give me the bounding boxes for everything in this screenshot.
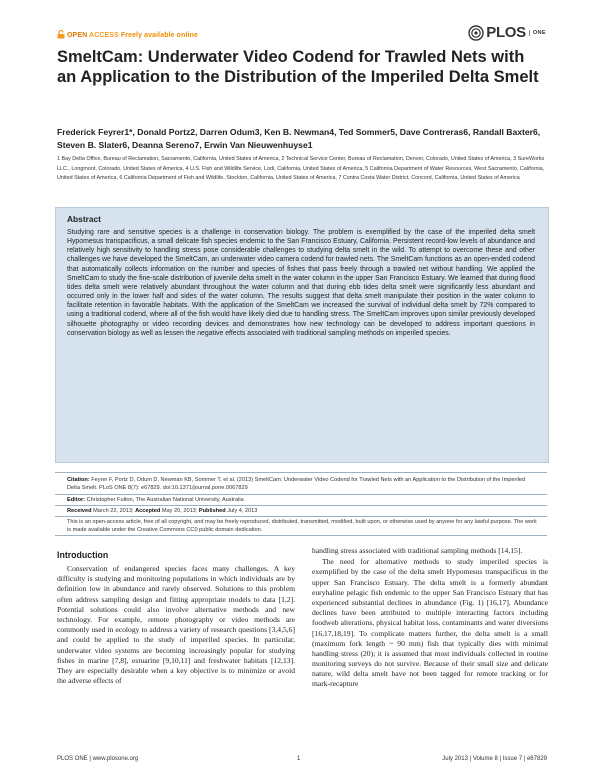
author-list: Frederick Feyrer1*, Donald Portz2, Darren Odum3, Ken B. Newman4, Ted Sommer5, Dave Contreras6, Randall Baxter6, Steven B. Slater6, Deanna Sereno7, Erwin Van Nieuwenhuyse1 [57, 127, 541, 150]
meta-divider [55, 535, 547, 536]
access-label: ACCESS [89, 32, 119, 39]
plos-logo-icon [468, 25, 484, 41]
accepted-date: May 20, 2013; [161, 508, 198, 514]
intro-left-paragraph: Conservation of endangered species faces many challenges. A key difficulty is studying and monitoring populations in which individuals are by definition low in abundance and rarely observed. Solutions to this problem often address sampling design and fitting appropriate models to data [1,2]. Potential solutions could also involve alternative methods and new technology. For example, remote photography or video methods are commonly used in ecology to address a variety of research questions [3,4,5,6] and could be applied to the study of imperiled species. In particular, underwater video systems are becoming increasingly popular for studying fishes in marine [7,8], estuarine [9,10,11] and freshwater habitats [12,13]. They are especially desirable when a key objective is to minimize or avoid the adverse effects of [57, 564, 295, 686]
editor-name: Christopher Fulton, The Australian National University, Australia [86, 497, 244, 503]
citation-label: Citation: [67, 477, 90, 483]
section-heading-introduction: Introduction [57, 550, 109, 560]
journal-logo-sub: ONE [529, 30, 546, 36]
journal-logo-text: PLOS [486, 24, 526, 41]
meta-divider [55, 505, 547, 506]
footer-issue: July 2013 | Volume 8 | Issue 7 | e67829 [442, 756, 547, 762]
footer-page-number: 1 [297, 756, 301, 762]
received-label: Received [67, 508, 92, 514]
meta-divider [55, 494, 547, 495]
abstract-heading: Abstract [67, 214, 101, 224]
freely-available-label: Freely available online [120, 32, 198, 39]
open-lock-icon [57, 30, 65, 39]
intro-right-paragraph-1: handling stress associated with traditional sampling methods [14,15]. [312, 546, 523, 555]
received-date: March 22, 2013; [93, 508, 134, 514]
meta-divider [55, 516, 547, 517]
intro-right-column [312, 546, 548, 690]
citation-line [67, 476, 537, 492]
license-text: This is an open-access article, free of all copyright, and may be freely reproduced, distributed, transmitted, modified, built upon, or otherwise used by anyone for any lawful purpose. The work is made available under the Creative Commons CC0 public domain dedication. [67, 519, 537, 534]
footer-journal: PLOS ONE | www.plosone.org [57, 756, 139, 762]
intro-right-paragraph-2: The need for alternative methods to study imperiled species is exemplified by the case of the delta smelt Hypomesus transpacificus in the upper San Francisco Estuary. The delta smelt is a formerly abundant euryhaline pelagic fish endemic to the upper San Francisco Estuary that has experienced substantial declines in abundance (Fig. 1) [16,17]. Abundance declines have been attributed to multiple interacting factors including foodweb alterations, physical habitat loss, contaminants and water diversions [16,17,18,19]. To complicate matters further, the delta smelt is a small (maximum fork length ~ 90 mm) fish that typically dies with minimal handling stress (20); it is assumed that most individuals collected in routine monitoring surveys do not survive. Because of their small size and delicate nature, wild delta smelt have not been tagged for remote tracking or for mark-recapture [312, 557, 548, 689]
published-date: July 4, 2013 [227, 508, 258, 514]
article-title: SmeltCam: Underwater Video Codend for Trawled Nets with an Application to the Distribution of the Imperiled Delta Smelt [57, 48, 539, 86]
meta-divider [55, 472, 547, 473]
published-label: Published [198, 508, 226, 514]
affiliations: 1 Bay Delta Office, Bureau of Reclamation, Sacramento, California, United States of America, 2 Technical Service Center, Bureau of Reclamation, Denver, Colorado, United States of America, 3 SureWorks LLC., Longmont, Colorado, United States of America, 4 U.S. Fish and Wildlife Service, Lodi, California, United States of America, 5 California Department of Water Resources, West Sacramento, California, United States of America, 6 California Department of Fish and Wildlife, Stockton, California, United States of America, 7 Contra Costa Water District, Concord, California, United States of America [57, 156, 545, 182]
open-label: OPEN [67, 32, 88, 39]
editor-label: Editor: [67, 497, 86, 503]
accepted-label: Accepted [135, 508, 161, 514]
abstract-text: Studying rare and sensitive species is a challenge in conservation biology. The problem is exemplified by the case of the imperiled delta smelt Hypomesus transpacificus, a small delicate fish species endemic to the San Francisco Estuary, California. Persistent record-low levels of abundance and relatively high sensitivity to handling stress pose considerable challenges to studying delta smelt in the wild. To attempt to overcome these and other challenges we have developed the SmeltCam, an underwater video camera codend for trawled nets. The SmeltCam functions as an open-ended codend that automatically collects information on the number and species of fishes that pass freely through a trawled net without handling. We applied the SmeltCam to study the fine-scale distribution of juvenile delta smelt in the water column in the upper San Francisco Estuary. We learned that during flood tides delta smelt were relatively abundant throughout the water column and that during ebb tides delta smelt were significantly less abundant and occurred only in the lower half and sides of the water column. The results suggest that delta smelt manipulate their position in the water column to facilitate retention in favorable habitats. With the application of the SmeltCam we increased the survival of individual delta smelt by 72% compared to using a traditional codend, where all of the fish would have likely died due to handling stress. The SmeltCam improves upon similar previously developed silhouette photography or video recording devices and demonstrates how new technology can be developed to address important questions in conservation biology as well as lessen the negative effects associated with traditional sampling methods on imperiled species. [67, 229, 535, 337]
journal-logo[interactable] [468, 24, 546, 41]
open-access-banner [57, 30, 198, 39]
dates-line [67, 507, 537, 515]
citation-text: Feyrer F, Portz D, Odum D, Newman KB, Sommer T, et al. (2013) SmeltCam: Underwater Video Codend for Trawled Nets with an Application to the Distribution of the Imperiled Delta Smelt. PLoS ONE 8(7): e67829. doi:10.1371/journal.pone.0067829 [67, 477, 526, 492]
editor-line [67, 496, 537, 504]
